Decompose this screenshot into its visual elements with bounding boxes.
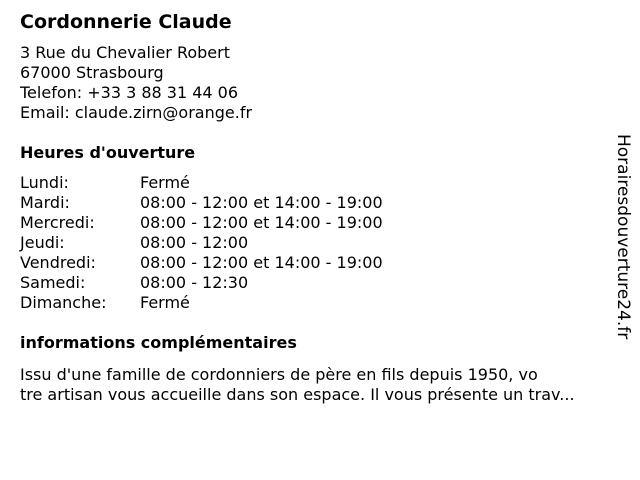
day-label: Lundi: <box>20 173 69 192</box>
day-hours: Fermé <box>140 173 190 192</box>
day-label: Dimanche: <box>20 293 107 312</box>
day-hours: 08:00 - 12:00 et 14:00 - 19:00 <box>140 193 383 212</box>
hours-row-saturday <box>20 273 610 293</box>
business-name: Cordonnerie Claude <box>20 11 232 33</box>
opening-hours-heading: Heures d'ouverture <box>20 143 196 162</box>
address-city: 67000 Strasbourg <box>20 63 164 82</box>
hours-row-tuesday <box>20 193 610 213</box>
additional-info-heading: informations complémentaires <box>20 333 297 352</box>
day-label: Mardi: <box>20 193 70 212</box>
day-label: Mercredi: <box>20 213 95 232</box>
day-hours: 08:00 - 12:00 <box>140 233 249 252</box>
info-text-line: Issu d'une famille de cordonniers de père en fils depuis 1950, vo <box>20 365 538 384</box>
site-watermark: Horairesdouverture24.fr <box>613 134 633 340</box>
day-label: Samedi: <box>20 273 86 292</box>
day-hours: 08:00 - 12:00 et 14:00 - 19:00 <box>140 253 383 272</box>
email-address: Email: claude.zirn@orange.fr <box>20 103 253 122</box>
day-label: Jeudi: <box>20 233 65 252</box>
hours-row-friday <box>20 253 610 273</box>
business-card <box>20 10 610 405</box>
hours-row-monday <box>20 173 610 193</box>
day-hours: 08:00 - 12:00 et 14:00 - 19:00 <box>140 213 383 232</box>
phone-number: Telefon: +33 3 88 31 44 06 <box>20 83 239 102</box>
info-text-line: tre artisan vous accueille dans son espace. Il vous présente un trav... <box>20 385 575 404</box>
hours-row-sunday <box>20 293 610 313</box>
opening-hours-table <box>20 173 610 313</box>
contact-block <box>20 43 610 123</box>
day-hours: 08:00 - 12:30 <box>140 273 249 292</box>
additional-info-text <box>20 365 620 405</box>
hours-row-wednesday <box>20 213 610 233</box>
address-street: 3 Rue du Chevalier Robert <box>20 43 230 62</box>
hours-row-thursday <box>20 233 610 253</box>
day-hours: Fermé <box>140 293 190 312</box>
day-label: Vendredi: <box>20 253 96 272</box>
